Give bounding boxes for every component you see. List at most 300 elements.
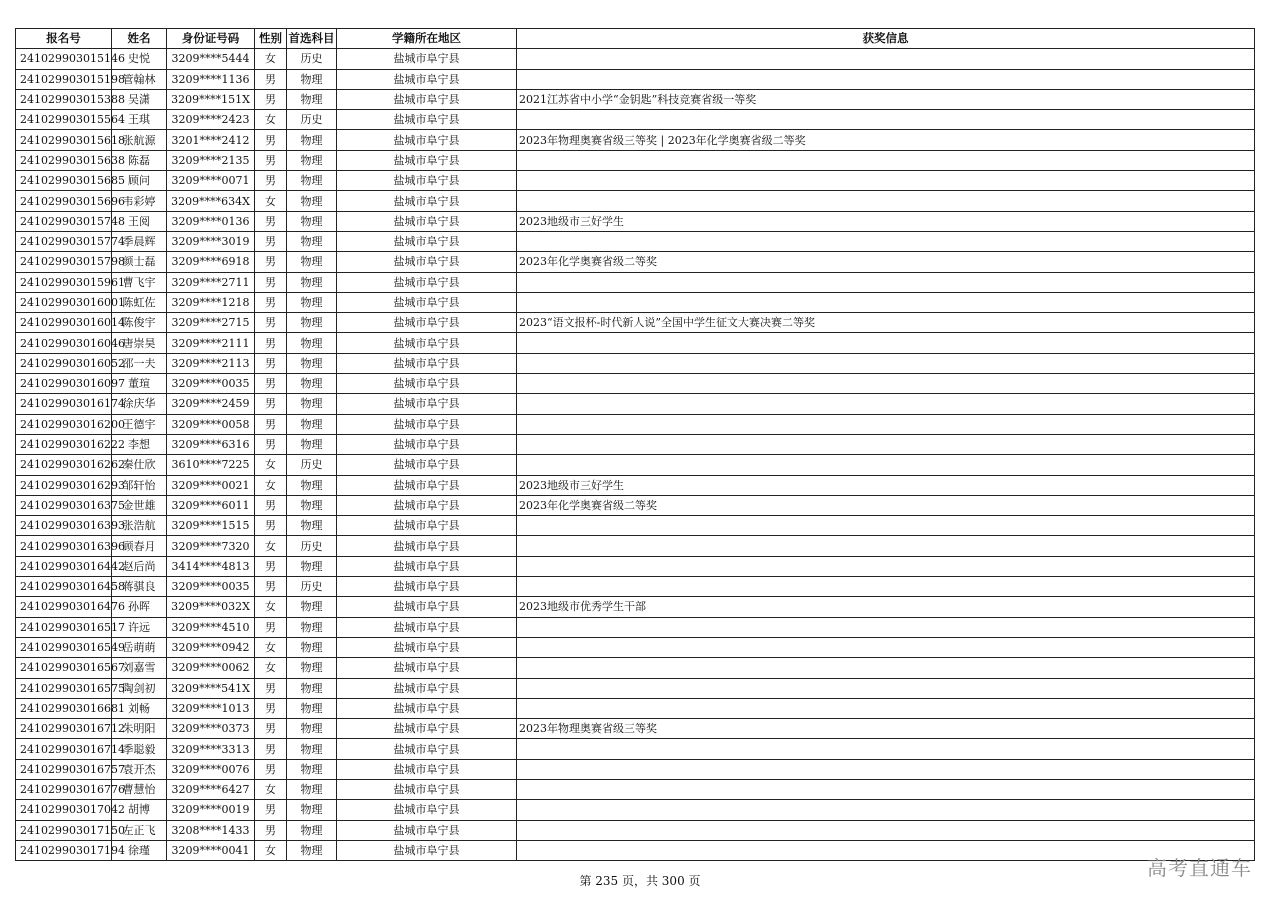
registration-no-cell: 241029903016442	[16, 556, 112, 576]
region-cell: 盐城市阜宁县	[337, 455, 517, 475]
table-row	[16, 840, 1255, 860]
registration-no-cell: 241029903016046	[16, 333, 112, 353]
awards-cell	[517, 191, 1255, 211]
registration-no-cell: 241029903016001	[16, 292, 112, 312]
gender-cell: 男	[255, 495, 287, 515]
table-row	[16, 394, 1255, 414]
table-row	[16, 495, 1255, 515]
region-cell: 盐城市阜宁县	[337, 394, 517, 414]
id-number-cell: 3209****2111	[167, 333, 255, 353]
subject-cell: 物理	[287, 779, 337, 799]
admission-list-table	[15, 28, 1255, 861]
name-cell: 季聪毅	[112, 739, 167, 759]
id-number-cell: 3209****032X	[167, 597, 255, 617]
gender-cell: 女	[255, 597, 287, 617]
gender-cell: 男	[255, 759, 287, 779]
registration-no-cell: 241029903016014	[16, 313, 112, 333]
region-cell: 盐城市阜宁县	[337, 779, 517, 799]
table-row	[16, 739, 1255, 759]
name-cell: 邹轩怡	[112, 475, 167, 495]
id-number-cell: 3209****634X	[167, 191, 255, 211]
subject-cell: 物理	[287, 69, 337, 89]
subject-cell: 物理	[287, 495, 337, 515]
awards-cell	[517, 820, 1255, 840]
region-cell: 盐城市阜宁县	[337, 191, 517, 211]
subject-cell: 历史	[287, 455, 337, 475]
region-cell: 盐城市阜宁县	[337, 171, 517, 191]
awards-cell	[517, 516, 1255, 536]
table-row	[16, 455, 1255, 475]
region-cell: 盐城市阜宁县	[337, 414, 517, 434]
name-cell: 孙晖	[112, 597, 167, 617]
subject-cell: 物理	[287, 353, 337, 373]
awards-cell	[517, 353, 1255, 373]
gender-cell: 男	[255, 292, 287, 312]
table-row	[16, 719, 1255, 739]
awards-cell: 2023年化学奥赛省级二等奖	[517, 252, 1255, 272]
gender-cell: 男	[255, 678, 287, 698]
subject-cell: 物理	[287, 475, 337, 495]
header-gender: 性别	[255, 29, 287, 49]
table-row	[16, 49, 1255, 69]
name-cell: 顾问	[112, 171, 167, 191]
registration-no-cell: 241029903015198	[16, 69, 112, 89]
table-row	[16, 292, 1255, 312]
awards-cell	[517, 455, 1255, 475]
gender-cell: 女	[255, 637, 287, 657]
table-row	[16, 434, 1255, 454]
awards-cell	[517, 759, 1255, 779]
name-cell: 朱明阳	[112, 719, 167, 739]
awards-cell	[517, 414, 1255, 434]
subject-cell: 物理	[287, 231, 337, 251]
awards-cell	[517, 110, 1255, 130]
awards-cell	[517, 536, 1255, 556]
subject-cell: 物理	[287, 617, 337, 637]
name-cell: 徐庆华	[112, 394, 167, 414]
subject-cell: 物理	[287, 597, 337, 617]
id-number-cell: 3208****1433	[167, 820, 255, 840]
gender-cell: 男	[255, 130, 287, 150]
name-cell: 张航源	[112, 130, 167, 150]
name-cell: 赵后尚	[112, 556, 167, 576]
subject-cell: 物理	[287, 130, 337, 150]
gender-cell: 男	[255, 171, 287, 191]
header-region: 学籍所在地区	[337, 29, 517, 49]
awards-cell	[517, 617, 1255, 637]
gender-cell: 男	[255, 231, 287, 251]
id-number-cell: 3209****0041	[167, 840, 255, 860]
id-number-cell: 3209****0035	[167, 577, 255, 597]
subject-cell: 物理	[287, 394, 337, 414]
awards-cell	[517, 658, 1255, 678]
gender-cell: 男	[255, 800, 287, 820]
gender-cell: 男	[255, 577, 287, 597]
registration-no-cell: 241029903016567	[16, 658, 112, 678]
region-cell: 盐城市阜宁县	[337, 637, 517, 657]
header-subject: 首选科目	[287, 29, 337, 49]
region-cell: 盐城市阜宁县	[337, 374, 517, 394]
gender-cell: 男	[255, 556, 287, 576]
table-row	[16, 272, 1255, 292]
awards-cell	[517, 637, 1255, 657]
subject-cell: 物理	[287, 211, 337, 231]
id-number-cell: 3209****1218	[167, 292, 255, 312]
id-number-cell: 3201****2412	[167, 130, 255, 150]
table-row	[16, 698, 1255, 718]
subject-cell: 物理	[287, 759, 337, 779]
header-id-number: 身份证号码	[167, 29, 255, 49]
registration-no-cell: 241029903016293	[16, 475, 112, 495]
registration-no-cell: 241029903015696	[16, 191, 112, 211]
id-number-cell: 3209****6918	[167, 252, 255, 272]
awards-cell: 2023年物理奥赛省级三等奖 | 2023年化学奥赛省级二等奖	[517, 130, 1255, 150]
subject-cell: 物理	[287, 313, 337, 333]
gender-cell: 男	[255, 374, 287, 394]
table-row	[16, 820, 1255, 840]
id-number-cell: 3209****2113	[167, 353, 255, 373]
subject-cell: 物理	[287, 556, 337, 576]
region-cell: 盐城市阜宁县	[337, 617, 517, 637]
gender-cell: 男	[255, 313, 287, 333]
id-number-cell: 3209****6316	[167, 434, 255, 454]
registration-no-cell: 241029903016549	[16, 637, 112, 657]
id-number-cell: 3209****3019	[167, 231, 255, 251]
table-row	[16, 536, 1255, 556]
id-number-cell: 3209****0021	[167, 475, 255, 495]
region-cell: 盐城市阜宁县	[337, 231, 517, 251]
subject-cell: 物理	[287, 150, 337, 170]
name-cell: 王琪	[112, 110, 167, 130]
name-cell: 徐瑾	[112, 840, 167, 860]
name-cell: 袁开杰	[112, 759, 167, 779]
registration-no-cell: 241029903016052	[16, 353, 112, 373]
table-row	[16, 130, 1255, 150]
region-cell: 盐城市阜宁县	[337, 130, 517, 150]
id-number-cell: 3209****0076	[167, 759, 255, 779]
subject-cell: 物理	[287, 698, 337, 718]
registration-no-cell: 241029903015618	[16, 130, 112, 150]
gender-cell: 女	[255, 455, 287, 475]
registration-no-cell: 241029903015774	[16, 231, 112, 251]
name-cell: 吴潇	[112, 89, 167, 109]
registration-no-cell: 241029903016393	[16, 516, 112, 536]
region-cell: 盐城市阜宁县	[337, 556, 517, 576]
name-cell: 王阅	[112, 211, 167, 231]
name-cell: 唐崇昊	[112, 333, 167, 353]
subject-cell: 历史	[287, 49, 337, 69]
registration-no-cell: 241029903016174	[16, 394, 112, 414]
subject-cell: 物理	[287, 658, 337, 678]
awards-cell	[517, 292, 1255, 312]
id-number-cell: 3209****3313	[167, 739, 255, 759]
id-number-cell: 3209****0062	[167, 658, 255, 678]
awards-cell	[517, 49, 1255, 69]
name-cell: 陈虹佐	[112, 292, 167, 312]
table-body	[16, 49, 1255, 861]
registration-no-cell: 241029903015146	[16, 49, 112, 69]
table-row	[16, 475, 1255, 495]
subject-cell: 物理	[287, 414, 337, 434]
registration-no-cell: 241029903016262	[16, 455, 112, 475]
id-number-cell: 3209****0136	[167, 211, 255, 231]
name-cell: 颜士磊	[112, 252, 167, 272]
registration-no-cell: 241029903015748	[16, 211, 112, 231]
id-number-cell: 3610****7225	[167, 455, 255, 475]
id-number-cell: 3209****0071	[167, 171, 255, 191]
name-cell: 许远	[112, 617, 167, 637]
subject-cell: 物理	[287, 89, 337, 109]
awards-cell	[517, 800, 1255, 820]
region-cell: 盐城市阜宁县	[337, 89, 517, 109]
subject-cell: 物理	[287, 637, 337, 657]
table-row	[16, 89, 1255, 109]
name-cell: 顾春月	[112, 536, 167, 556]
registration-no-cell: 241029903016396	[16, 536, 112, 556]
gender-cell: 男	[255, 333, 287, 353]
awards-cell	[517, 394, 1255, 414]
gender-cell: 男	[255, 272, 287, 292]
awards-cell	[517, 698, 1255, 718]
registration-no-cell: 241029903015638	[16, 150, 112, 170]
subject-cell: 物理	[287, 719, 337, 739]
awards-cell: 2023地级市三好学生	[517, 475, 1255, 495]
id-number-cell: 3209****6427	[167, 779, 255, 799]
subject-cell: 物理	[287, 820, 337, 840]
awards-cell	[517, 333, 1255, 353]
id-number-cell: 3209****1013	[167, 698, 255, 718]
name-cell: 曹飞宇	[112, 272, 167, 292]
subject-cell: 物理	[287, 333, 337, 353]
table-row	[16, 333, 1255, 353]
name-cell: 左正飞	[112, 820, 167, 840]
id-number-cell: 3209****0373	[167, 719, 255, 739]
name-cell: 季晨辉	[112, 231, 167, 251]
awards-cell: 2023年物理奥赛省级三等奖	[517, 719, 1255, 739]
table-row	[16, 231, 1255, 251]
subject-cell: 物理	[287, 739, 337, 759]
subject-cell: 物理	[287, 840, 337, 860]
table-row	[16, 779, 1255, 799]
registration-no-cell: 241029903015961	[16, 272, 112, 292]
registration-no-cell: 241029903016458	[16, 577, 112, 597]
name-cell: 蒋骐良	[112, 577, 167, 597]
gender-cell: 男	[255, 211, 287, 231]
registration-no-cell: 241029903015685	[16, 171, 112, 191]
registration-no-cell: 241029903016714	[16, 739, 112, 759]
id-number-cell: 3209****6011	[167, 495, 255, 515]
id-number-cell: 3209****151X	[167, 89, 255, 109]
awards-cell	[517, 779, 1255, 799]
table-row	[16, 69, 1255, 89]
name-cell: 董瑄	[112, 374, 167, 394]
gender-cell: 女	[255, 49, 287, 69]
awards-cell	[517, 171, 1255, 191]
table-header-row	[16, 29, 1255, 49]
registration-no-cell: 241029903015564	[16, 110, 112, 130]
table-row	[16, 211, 1255, 231]
awards-cell	[517, 556, 1255, 576]
registration-no-cell: 241029903016712	[16, 719, 112, 739]
table-row	[16, 313, 1255, 333]
awards-cell: 2023地级市优秀学生干部	[517, 597, 1255, 617]
region-cell: 盐城市阜宁县	[337, 211, 517, 231]
region-cell: 盐城市阜宁县	[337, 333, 517, 353]
subject-cell: 历史	[287, 577, 337, 597]
id-number-cell: 3209****0035	[167, 374, 255, 394]
awards-cell	[517, 272, 1255, 292]
name-cell: 李想	[112, 434, 167, 454]
name-cell: 刘畅	[112, 698, 167, 718]
subject-cell: 物理	[287, 800, 337, 820]
awards-cell	[517, 374, 1255, 394]
name-cell: 邵一夫	[112, 353, 167, 373]
table-row	[16, 597, 1255, 617]
gender-cell: 女	[255, 110, 287, 130]
gender-cell: 男	[255, 69, 287, 89]
region-cell: 盐城市阜宁县	[337, 252, 517, 272]
name-cell: 曹慧怡	[112, 779, 167, 799]
table-row	[16, 516, 1255, 536]
table-row	[16, 577, 1255, 597]
subject-cell: 物理	[287, 292, 337, 312]
region-cell: 盐城市阜宁县	[337, 800, 517, 820]
awards-cell	[517, 739, 1255, 759]
gender-cell: 男	[255, 698, 287, 718]
gender-cell: 女	[255, 779, 287, 799]
table-row	[16, 150, 1255, 170]
name-cell: 管翰林	[112, 69, 167, 89]
name-cell: 史悦	[112, 49, 167, 69]
region-cell: 盐城市阜宁县	[337, 495, 517, 515]
awards-cell: 2023年化学奥赛省级二等奖	[517, 495, 1255, 515]
region-cell: 盐城市阜宁县	[337, 820, 517, 840]
region-cell: 盐城市阜宁县	[337, 110, 517, 130]
subject-cell: 物理	[287, 252, 337, 272]
registration-no-cell: 241029903016097	[16, 374, 112, 394]
id-number-cell: 3209****0942	[167, 637, 255, 657]
table-row	[16, 678, 1255, 698]
registration-no-cell: 241029903016222	[16, 434, 112, 454]
region-cell: 盐城市阜宁县	[337, 719, 517, 739]
region-cell: 盐城市阜宁县	[337, 577, 517, 597]
name-cell: 韦彩婷	[112, 191, 167, 211]
name-cell: 陶剑初	[112, 678, 167, 698]
gender-cell: 女	[255, 840, 287, 860]
id-number-cell: 3414****4813	[167, 556, 255, 576]
region-cell: 盐城市阜宁县	[337, 698, 517, 718]
region-cell: 盐城市阜宁县	[337, 759, 517, 779]
awards-cell	[517, 840, 1255, 860]
gender-cell: 男	[255, 820, 287, 840]
awards-cell	[517, 434, 1255, 454]
gender-cell: 男	[255, 394, 287, 414]
gender-cell: 女	[255, 191, 287, 211]
region-cell: 盐城市阜宁县	[337, 434, 517, 454]
awards-cell: 2023“语文报杯-时代新人说”全国中学生征文大赛决赛二等奖	[517, 313, 1255, 333]
region-cell: 盐城市阜宁县	[337, 353, 517, 373]
gender-cell: 男	[255, 89, 287, 109]
name-cell: 刘嘉雪	[112, 658, 167, 678]
registration-no-cell: 241029903016757	[16, 759, 112, 779]
table-row	[16, 110, 1255, 130]
awards-cell	[517, 69, 1255, 89]
awards-cell	[517, 678, 1255, 698]
header-name: 姓名	[112, 29, 167, 49]
subject-cell: 物理	[287, 516, 337, 536]
header-awards: 获奖信息	[517, 29, 1255, 49]
awards-cell: 2023地级市三好学生	[517, 211, 1255, 231]
subject-cell: 物理	[287, 171, 337, 191]
registration-no-cell: 241029903016776	[16, 779, 112, 799]
subject-cell: 物理	[287, 678, 337, 698]
gender-cell: 男	[255, 516, 287, 536]
region-cell: 盐城市阜宁县	[337, 475, 517, 495]
watermark: 高考直通车	[1147, 856, 1252, 880]
id-number-cell: 3209****1515	[167, 516, 255, 536]
name-cell: 陈俊宇	[112, 313, 167, 333]
id-number-cell: 3209****2715	[167, 313, 255, 333]
registration-no-cell: 241029903015388	[16, 89, 112, 109]
subject-cell: 历史	[287, 536, 337, 556]
region-cell: 盐城市阜宁县	[337, 536, 517, 556]
table-row	[16, 800, 1255, 820]
registration-no-cell: 241029903016375	[16, 495, 112, 515]
gender-cell: 女	[255, 536, 287, 556]
gender-cell: 男	[255, 353, 287, 373]
registration-no-cell: 241029903016517	[16, 617, 112, 637]
subject-cell: 物理	[287, 272, 337, 292]
registration-no-cell: 241029903016200	[16, 414, 112, 434]
region-cell: 盐城市阜宁县	[337, 658, 517, 678]
name-cell: 胡博	[112, 800, 167, 820]
gender-cell: 男	[255, 739, 287, 759]
gender-cell: 男	[255, 719, 287, 739]
id-number-cell: 3209****541X	[167, 678, 255, 698]
gender-cell: 男	[255, 252, 287, 272]
awards-cell	[517, 577, 1255, 597]
id-number-cell: 3209****2135	[167, 150, 255, 170]
registration-no-cell: 241029903015798	[16, 252, 112, 272]
id-number-cell: 3209****0058	[167, 414, 255, 434]
id-number-cell: 3209****2711	[167, 272, 255, 292]
region-cell: 盐城市阜宁县	[337, 739, 517, 759]
registration-no-cell: 241029903016476	[16, 597, 112, 617]
awards-cell: 2021江苏省中小学“金钥匙”科技竞赛省级一等奖	[517, 89, 1255, 109]
name-cell: 张浩航	[112, 516, 167, 536]
registration-no-cell: 241029903017150	[16, 820, 112, 840]
subject-cell: 物理	[287, 191, 337, 211]
region-cell: 盐城市阜宁县	[337, 597, 517, 617]
region-cell: 盐城市阜宁县	[337, 313, 517, 333]
region-cell: 盐城市阜宁县	[337, 272, 517, 292]
id-number-cell: 3209****5444	[167, 49, 255, 69]
gender-cell: 男	[255, 434, 287, 454]
region-cell: 盐城市阜宁县	[337, 840, 517, 860]
table-row	[16, 414, 1255, 434]
table-row	[16, 658, 1255, 678]
registration-no-cell: 241029903017194	[16, 840, 112, 860]
id-number-cell: 3209****0019	[167, 800, 255, 820]
name-cell: 岳萌萌	[112, 637, 167, 657]
registration-no-cell: 241029903017042	[16, 800, 112, 820]
subject-cell: 物理	[287, 434, 337, 454]
table-row	[16, 353, 1255, 373]
gender-cell: 男	[255, 617, 287, 637]
name-cell: 金世雄	[112, 495, 167, 515]
region-cell: 盐城市阜宁县	[337, 69, 517, 89]
table-row	[16, 637, 1255, 657]
